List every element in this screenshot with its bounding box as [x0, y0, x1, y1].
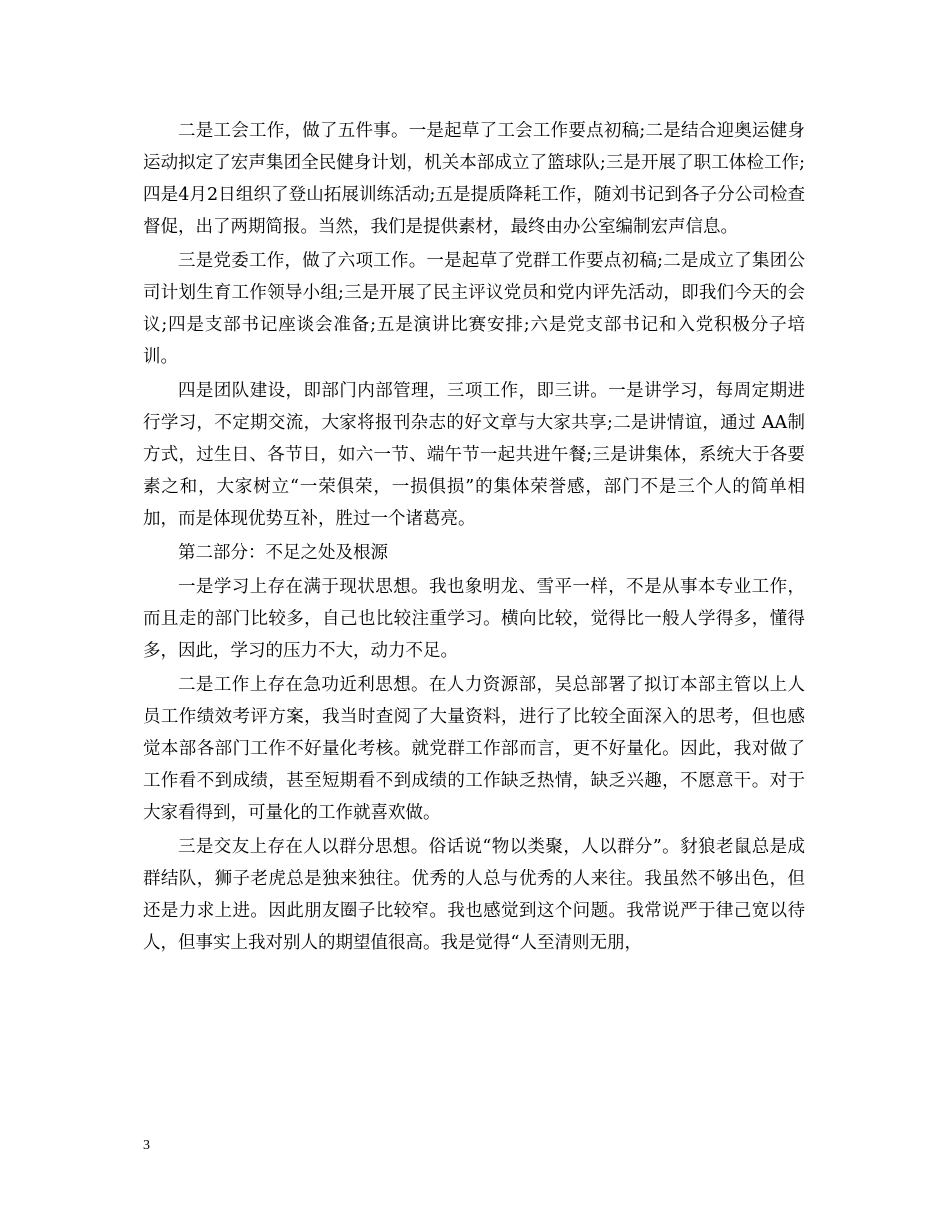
- paragraph-study-shortcoming: 一是学习上存在满于现状思想。我也象明龙、雪平一样，不是从事本专业工作，而且走的部门比较多，自己也比较注重学习。横向比较，觉得比一般人学得多，懂得多，因此，学习的压力不大，动力不足。: [143, 577, 805, 661]
- page-number: 3: [143, 1138, 150, 1153]
- document-body: [143, 115, 805, 961]
- paragraph-work-shortcoming: 二是工作上存在急功近利思想。在人力资源部，吴总部署了拟订本部主管以上人员工作绩效考评方案，我当时查阅了大量资料，进行了比较全面深入的思考，但也感觉本部各部门工作不好量化考核。就党群工作部而言，更不好量化。因此，我对做了工作看不到成绩，甚至短期看不到成绩的工作缺乏热情，缺乏兴趣，不愿意干。对于大家看得到，可量化的工作就喜欢做。: [143, 675, 805, 823]
- paragraph-team-building: 四是团队建设，即部门内部管理，三项工作，即三讲。一是讲学习，每周定期进行学习，不定期交流，大家将报刊杂志的好文章与大家共享;二是讲情谊，通过 AA制方式，过生日、各节日，如六一节、端午节一起共进午餐;三是讲集体，系统大于各要素之和，大家树立“一荣俱荣，一损俱损”的集体荣誉感，部门不是三个人的简单相加，而是体现优势互补，胜过一个诸葛亮。: [143, 381, 805, 529]
- section-heading-shortcomings: 第二部分：不足之处及根源: [178, 543, 388, 563]
- paragraph-union-work: 二是工会工作，做了五件事。一是起草了工会工作要点初稿;二是结合迎奥运健身运动拟定了宏声集团全民健身计划，机关本部成立了篮球队;三是开展了职工体检工作; 四是4月2日组织了登山拓展训练活动;五是提质降耗工作，随刘书记到各子分公司检查督促，出了两期简报。当然，我们是提供素材，最终由办公室编制宏声信息。: [143, 121, 805, 237]
- paragraph-party-work: 三是党委工作，做了六项工作。一是起草了党群工作要点初稿;二是成立了集团公司计划生育工作领导小组;三是开展了民主评议党员和党内评先活动，即我们今天的会议;四是支部书记座谈会准备;五是演讲比赛安排;六是党支部书记和入党积极分子培训。: [143, 251, 805, 367]
- paragraph-friendship-shortcoming: 三是交友上存在人以群分思想。俗话说“物以类聚，人以群分”。豺狼老鼠总是成群结队，狮子老虎总是独来独往。优秀的人总与优秀的人来往。我虽然不够出色，但还是力求上进。因此朋友圈子比较窄。我也感觉到这个问题。我常说严于律己宽以待人，但事实上我对别人的期望值很高。我是觉得“人至清则无朋，: [143, 837, 805, 953]
